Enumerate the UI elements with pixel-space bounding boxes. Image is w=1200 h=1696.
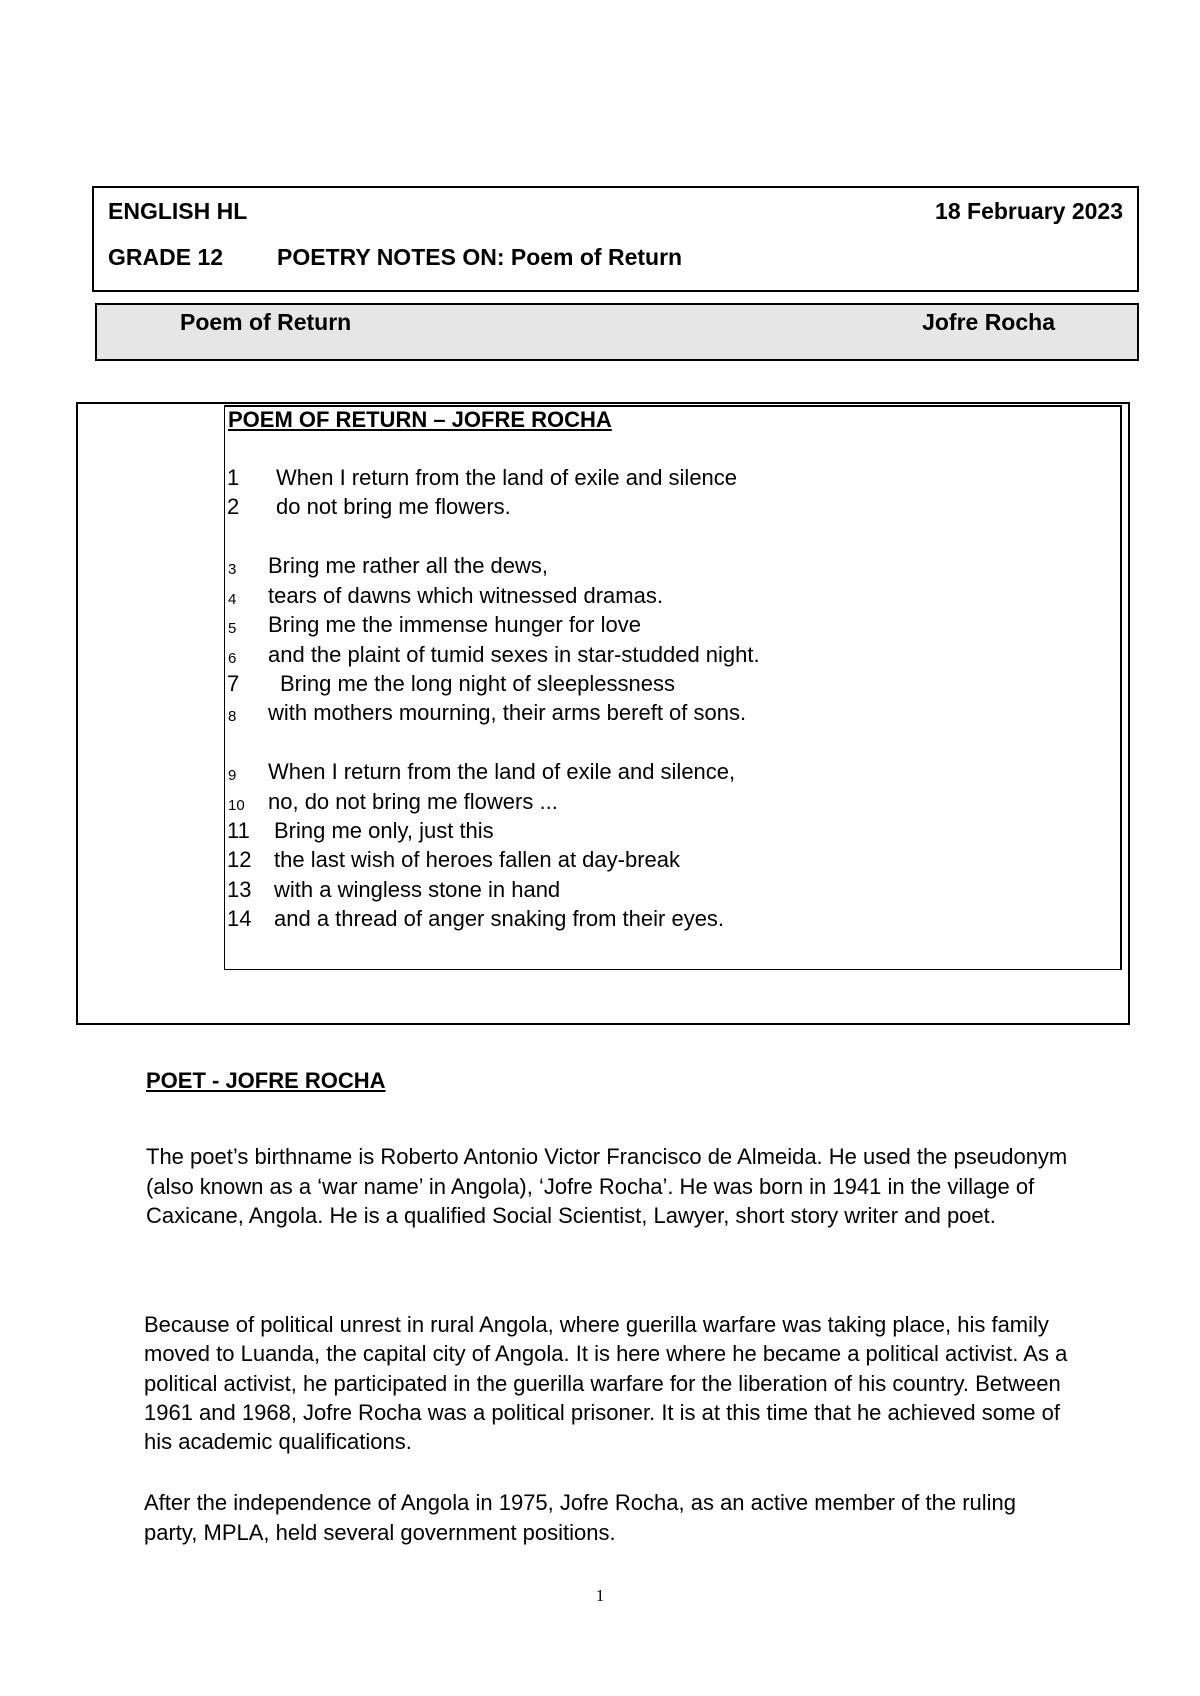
poem-line: with a wingless stone in hand (274, 877, 561, 902)
poem-line: and the plaint of tumid sexes in star-studded night. (268, 642, 760, 667)
poem-line-number: 13 (227, 877, 252, 902)
poem-line: no, do not bring me flowers ... (268, 789, 558, 814)
poem-title: Poem of Return (180, 309, 352, 335)
poem-line-number: 2 (227, 494, 240, 519)
page-number: 1 (595, 1586, 605, 1605)
notes-title: POETRY NOTES ON: Poem of Return (277, 244, 683, 270)
poem-line-number: 8 (228, 708, 237, 725)
poem-line-number: 5 (228, 620, 237, 637)
subject-label: ENGLISH HL (108, 198, 248, 224)
poet-name: Jofre Rocha (922, 309, 1055, 335)
poem-line-number: 14 (227, 906, 252, 931)
poem-line: Bring me rather all the dews, (268, 553, 549, 578)
poem-line-number: 3 (228, 561, 237, 578)
poem-line: and a thread of anger snaking from their eyes. (274, 906, 725, 931)
biography-paragraph-3: After the independence of Angola in 1975, Jofre Rocha, as an active member of the ruling party, MPLA, held several government positions. (144, 1490, 1016, 1545)
poem-line: tears of dawns which witnessed dramas. (268, 583, 663, 608)
poem-line: Bring me only, just this (274, 818, 494, 843)
poem-line-number: 11 (227, 818, 250, 843)
header-box (92, 186, 1139, 292)
poem-line: When I return from the land of exile and silence (276, 465, 738, 490)
poem-line-number: 7 (227, 671, 240, 696)
poem-line-number: 10 (228, 797, 245, 814)
poem-line: do not bring me flowers. (276, 494, 511, 519)
poem-line-number: 9 (228, 767, 237, 784)
poem-line-number: 4 (228, 591, 237, 608)
date-label: 18 February 2023 (935, 198, 1123, 224)
biography-paragraph-1: The poet’s birthname is Roberto Antonio Victor Francisco de Almeida. He used the pseudonym (also known as a ‘war name’ in Angola), ‘Jofre Rocha’. He was born in 1941 in the village of Caxicane, Angola. He is a qualified Social Scientist, Lawyer, short story writer and poet. (146, 1144, 1068, 1228)
title-bar (95, 303, 1139, 361)
poem-heading: POEM OF RETURN – JOFRE ROCHA (228, 407, 612, 432)
poem-line-number: 6 (228, 650, 237, 667)
biography-paragraph-2: Because of political unrest in rural Angola, where guerilla warfare was taking place, his family moved to Luanda, the capital city of Angola. It is here where he became a political activist. As a political activist, he participated in the guerilla warfare for the liberation of his country. Between 1961 and 1968, Jofre Rocha was a political prisoner. It is at this time that he achieved some of his academic qualifications. (144, 1312, 1068, 1455)
poem-line: Bring me the long night of sleeplessness (280, 671, 676, 696)
poem-line: the last wish of heroes fallen at day-break (274, 847, 681, 872)
grade-label: GRADE 12 (108, 244, 224, 270)
poem-line: with mothers mourning, their arms bereft of sons. (268, 700, 747, 725)
poem-line: When I return from the land of exile and silence, (268, 759, 736, 784)
poem-line-number: 12 (227, 847, 252, 872)
poem-line: Bring me the immense hunger for love (268, 612, 641, 637)
poem-line-number: 1 (227, 465, 240, 490)
poet-heading: POET - JOFRE ROCHA (146, 1068, 386, 1093)
